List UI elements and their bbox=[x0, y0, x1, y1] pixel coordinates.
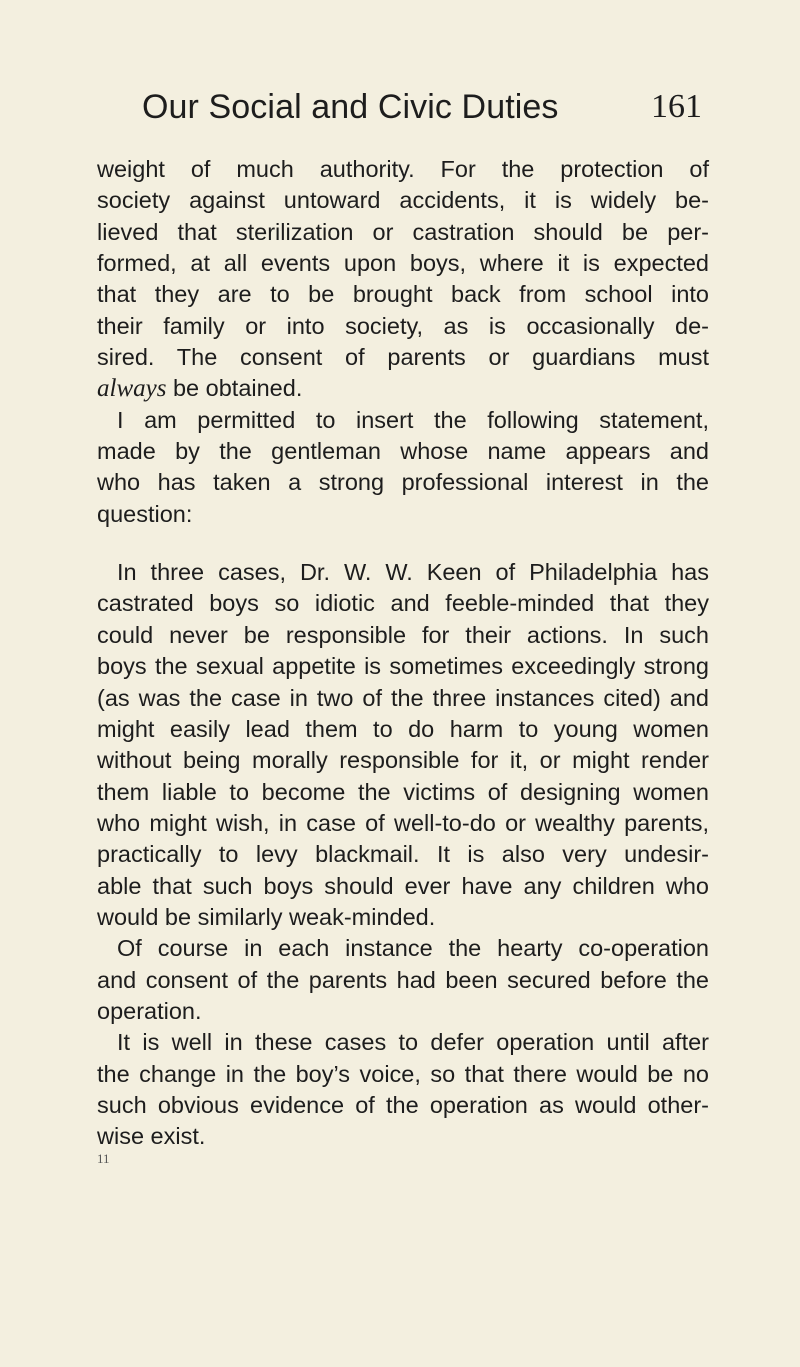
text-line: that they are to be brought back from school into bbox=[97, 281, 709, 308]
paragraph-gap bbox=[97, 530, 709, 557]
quote-line: and consent of the parents had been secured before the bbox=[97, 966, 709, 993]
quote-line: wise exist. bbox=[97, 1123, 206, 1150]
text-line: sired. The consent of parents or guardians must bbox=[97, 344, 709, 371]
quote-line: who might wish, in case of well-to-do or wealthy parents, bbox=[97, 809, 709, 836]
quote-paragraph-first-line: Of course in each instance the hearty co-operation bbox=[117, 935, 709, 962]
quote-paragraph-first-line: It is well in these cases to defer operation until after bbox=[117, 1029, 709, 1056]
page-number: 161 bbox=[651, 88, 702, 125]
quote-line: operation. bbox=[97, 997, 202, 1024]
quote-line: without being morally responsible for it, or might render bbox=[97, 747, 709, 774]
text-fragment: be obtained. bbox=[166, 375, 303, 402]
quote-line: would be similarly weak-minded. bbox=[97, 903, 436, 930]
text-line: who has taken a strong professional interest in the bbox=[97, 469, 709, 496]
quote-line: might easily lead them to do harm to young women bbox=[97, 715, 709, 742]
text-line: lieved that sterilization or castration should be per- bbox=[97, 218, 709, 245]
quote-line: castrated boys so idiotic and feeble-minded that they bbox=[97, 590, 709, 617]
signature-mark: 11 bbox=[97, 1150, 110, 1166]
body-text bbox=[97, 154, 709, 1167]
quote-line: could never be responsible for their actions. In such bbox=[97, 621, 709, 648]
quote-line: able that such boys should ever have any children who bbox=[97, 872, 709, 899]
quote-line: practically to levy blackmail. It is also very undesir- bbox=[97, 841, 709, 868]
text-line: question: bbox=[97, 500, 193, 527]
text-line: their family or into society, as is occasionally de- bbox=[97, 312, 709, 339]
paragraph-first-line: I am permitted to insert the following statement, bbox=[117, 406, 709, 433]
running-title: Our Social and Civic Duties bbox=[142, 88, 559, 126]
quote-line: the change in the boy’s voice, so that there would be no bbox=[97, 1060, 709, 1087]
text-line: formed, at all events upon boys, where it is expected bbox=[97, 250, 709, 277]
quote-line: such obvious evidence of the operation as would other- bbox=[97, 1091, 709, 1118]
running-head bbox=[128, 82, 702, 132]
text-line-with-emphasis bbox=[97, 373, 709, 404]
quote-first-line: In three cases, Dr. W. W. Keen of Philadelphia has bbox=[117, 559, 709, 586]
quote-line: them liable to become the victims of designing women bbox=[97, 778, 709, 805]
quote-line: boys the sexual appetite is sometimes exceedingly strong bbox=[97, 653, 709, 680]
quote-line: (as was the case in two of the three instances cited) and bbox=[97, 684, 709, 711]
text-line: made by the gentleman whose name appears and bbox=[97, 438, 709, 465]
text-line: weight of much authority. For the protection of bbox=[97, 156, 709, 182]
text-line: society against untoward accidents, it is widely be- bbox=[97, 187, 709, 214]
emphasized-word: always bbox=[97, 375, 167, 403]
